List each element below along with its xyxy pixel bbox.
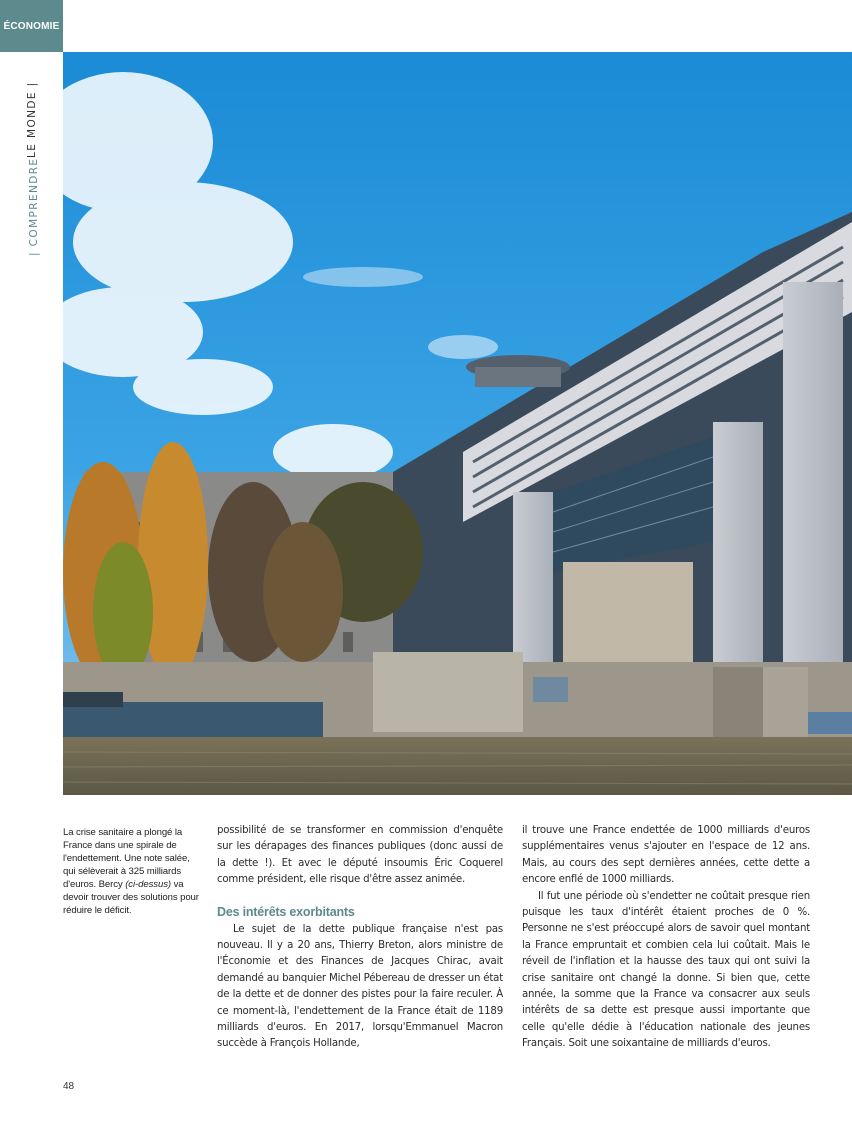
photo-caption: [63, 826, 201, 917]
article-paragraph: Le sujet de la dette publique française n'est pas nouveau. Il y a 20 ans, Thierry Breton, alors ministre de l'Économie et des Finances de Jacques Chirac, avait demandé au banquier Michel Pébereau de dresser un état de la dette et de donner des pistes pour la faire reculer. À ce moment-là, l'endettement de la France était de 1189 milliards d'euros. En 2017, lorsqu'Emmanuel Macron succède à François Hollande,: [217, 923, 503, 1050]
bercy-photo: [63, 52, 852, 795]
article-paragraph: possibilité de se transformer en commission d'enquête sur les dérapages des finances publiques (donc aussi de la dette !). Et avec le député insoumis Éric Coquerel comme président, elle risque d'être assez animée.: [217, 825, 503, 886]
series-label: [26, 76, 42, 256]
article-column-2: [522, 823, 810, 1053]
section-label: ÉCONOMIE: [3, 20, 60, 32]
caption-text-start: La crise sanitaire a plongé la France dans une spirale de l'endettement. Une note salée, qui sélèverait à 325 milliards d'euros. Bercy: [63, 827, 190, 890]
page-number: 48: [63, 1081, 75, 1092]
caption-emphasis: (ci-dessus): [125, 879, 171, 890]
article-paragraph: il trouve une France endettée de 1000 milliards d'euros supplémentaires venus s'ajouter en l'espace de 12 ans. Mais, au cours des sept dernières années, cette dette a encore enflé de 1000 milliards.: [522, 825, 810, 886]
article-paragraph: Il fut une période où s'endetter ne coûtait presque rien puisque les taux d'intérêt étaient proches de 0 %. Personne ne s'est préoccupé alors de savoir quel montant la France empruntait et combien cela lui coûtait. Mais le réveil de l'inflation et la hausse des taux qui ont suivi la crise sanitaire ont changé la donne. Si bien que, cette année, la somme que la France va consacrer aux seuls intérêts de sa dette est presque aussi importante que celle qu'elle dédie à l'éducation nationale des jeunes Français. Soit une soixantaine de milliards d'euros.: [522, 890, 810, 1050]
series-label-prefix: | COMPRENDRE: [28, 157, 40, 256]
article-column-1: [217, 823, 503, 1053]
section-tab: [0, 0, 63, 52]
caption-text-end: va devoir trouver des solutions pour réduire le déficit.: [63, 879, 199, 916]
article-subheading: Des intérêts exorbitants: [217, 904, 355, 919]
series-label-main: LE MONDE |: [26, 80, 38, 158]
